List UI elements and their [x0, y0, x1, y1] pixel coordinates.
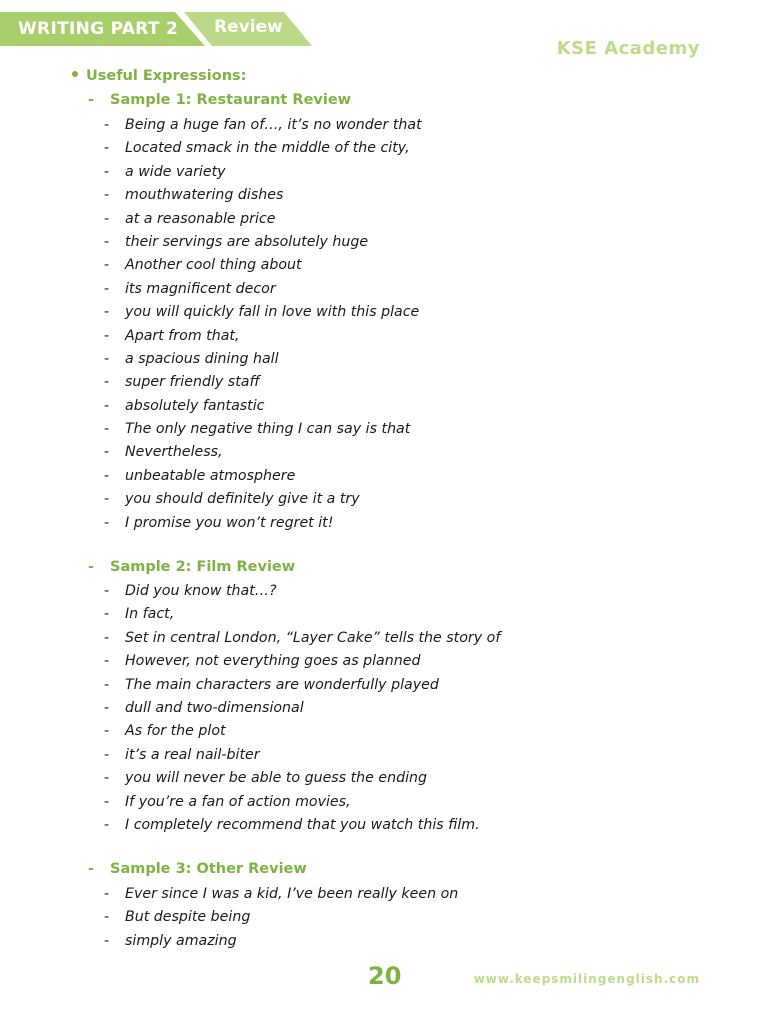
sample-3-title: Sample 3: Other Review: [110, 861, 307, 877]
expression-item: - As for the plot: [104, 720, 500, 743]
expression-item: - Nevertheless,: [104, 441, 422, 464]
useful-expressions-heading: [72, 68, 246, 84]
sample-2-title: Sample 2: Film Review: [110, 559, 296, 575]
expression-item: - dull and two-dimensional: [104, 697, 500, 720]
expression-item: - I promise you won’t regret it!: [104, 512, 422, 535]
expression-item: - Located smack in the middle of the city,: [104, 137, 422, 160]
expression-item: - Apart from that,: [104, 325, 422, 348]
expression-item: - absolutely fantastic: [104, 395, 422, 418]
header-banner: [0, 12, 320, 46]
expression-item: - its magnificent decor: [104, 278, 422, 301]
expression-item: - The main characters are wonderfully played: [104, 674, 500, 697]
page-number: 20: [368, 962, 402, 990]
brand-name: KSE Academy: [556, 38, 700, 59]
expression-item: - super friendly staff: [104, 371, 422, 394]
expression-item: - I completely recommend that you watch this film.: [104, 814, 500, 837]
expression-item: - you will never be able to guess the ending: [104, 767, 500, 790]
expression-item: - it’s a real nail-biter: [104, 744, 500, 767]
bullet-icon: [72, 71, 78, 77]
expression-item: - Did you know that…?: [104, 580, 500, 603]
expression-item: - you will quickly fall in love with this place: [104, 301, 422, 324]
sample-2-list: [104, 580, 500, 837]
section-title: WRITING PART 2: [18, 19, 179, 39]
expression-item: - unbeatable atmosphere: [104, 465, 422, 488]
expression-item: - a wide variety: [104, 161, 422, 184]
sample-1-heading: [88, 92, 351, 108]
expression-item: - their servings are absolutely huge: [104, 231, 422, 254]
sample-3-list: [104, 883, 458, 953]
dash-icon: -: [88, 92, 95, 108]
expression-item: - Being a huge fan of…, it’s no wonder that: [104, 114, 422, 137]
expression-item: - The only negative thing I can say is that: [104, 418, 422, 441]
website-url: www.keepsmilingenglish.com: [473, 972, 700, 986]
review-tab-label: Review: [214, 17, 283, 37]
expression-item: - a spacious dining hall: [104, 348, 422, 371]
expression-item: - Another cool thing about: [104, 254, 422, 277]
expression-item: - In fact,: [104, 603, 500, 626]
dash-icon: -: [88, 861, 95, 877]
expression-item: - However, not everything goes as planned: [104, 650, 500, 673]
expression-item: - mouthwatering dishes: [104, 184, 422, 207]
expression-item: - you should definitely give it a try: [104, 488, 422, 511]
expression-item: - If you’re a fan of action movies,: [104, 791, 500, 814]
useful-expressions-label: Useful Expressions:: [86, 68, 247, 84]
expression-item: - simply amazing: [104, 930, 458, 953]
expression-item: - at a reasonable price: [104, 208, 422, 231]
sample-2-heading: [88, 559, 295, 575]
expression-item: - Set in central London, “Layer Cake” tells the story of: [104, 627, 500, 650]
dash-icon: -: [88, 559, 95, 575]
sample-3-heading: [88, 861, 307, 877]
sample-1-list: [104, 114, 422, 535]
expression-item: - But despite being: [104, 906, 458, 929]
expression-item: - Ever since I was a kid, I’ve been really keen on: [104, 883, 458, 906]
sample-1-title: Sample 1: Restaurant Review: [110, 92, 352, 108]
